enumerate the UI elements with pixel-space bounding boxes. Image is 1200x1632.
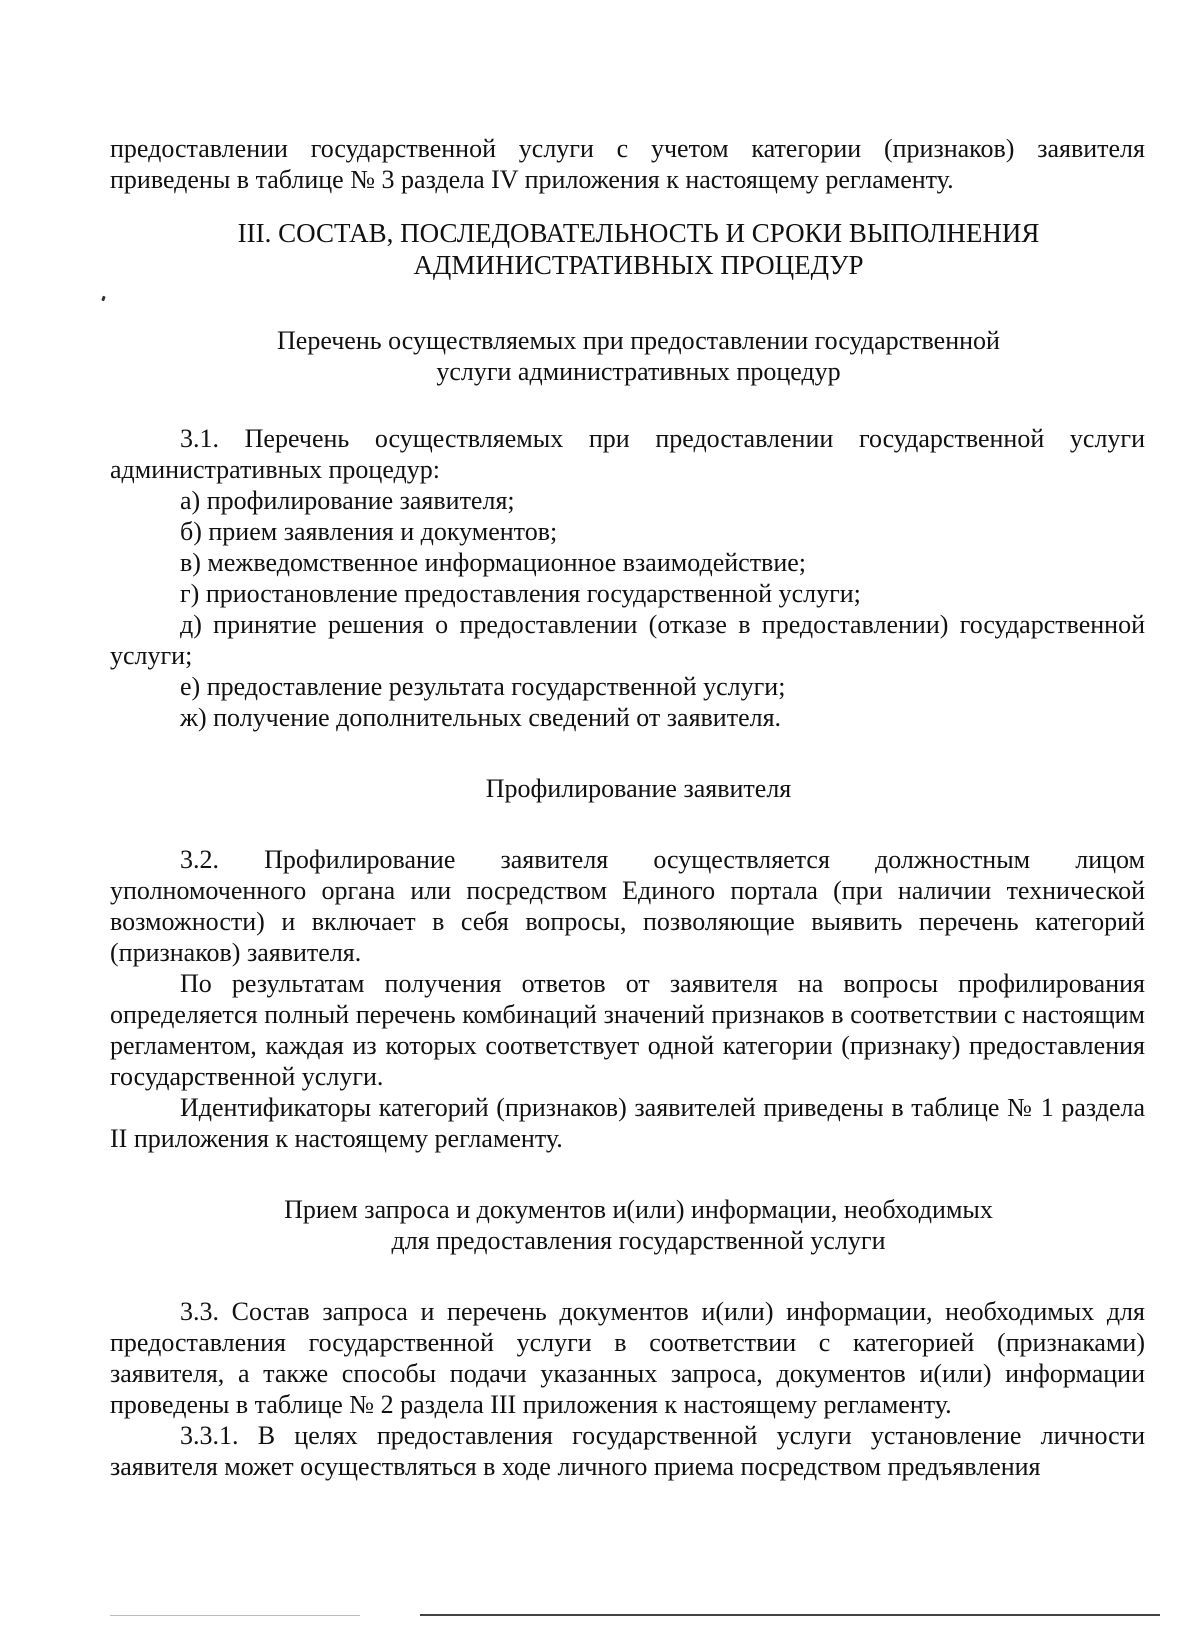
page-bottom-edge [420,1614,1160,1616]
section-heading [110,217,1145,281]
list-item-e: е) предоставление результата государственной услуги; [180,672,786,701]
paragraph-3-2-identifiers: Идентификаторы категорий (признаков) заявителей приведены в таблице № 1 раздела II приложения к настоящему регламенту. [110,1093,1145,1153]
intro-line-2: приведены в таблице № 3 раздела IV приложения к настоящему регламенту. [110,165,954,194]
list-item-v: в) межведомственное информационное взаимодействие; [180,548,807,577]
paragraph-3-2: 3.2. Профилирование заявителя осуществляется должностным лицом уполномоченного органа или посредством Единого портала (при наличии технической возможности) и включает в себя вопросы, позволяющие выявить перечень категорий (признаков) заявителя. [110,845,1145,967]
subheading-procedures-line-2: услуги административных процедур [436,357,841,386]
page-bottom-edge-left [110,1615,360,1616]
subheading-request-line-1: Прием запроса и документов и(или) информации, необходимых [284,1195,993,1224]
paragraph-3-3-1: 3.3.1. В целях предоставления государственной услуги установление личности заявителя может осуществляться в ходе личного приема посредством предъявления [110,1421,1145,1481]
section-heading-line-2: АДМИНИСТРАТИВНЫХ ПРОЦЕДУР [413,250,864,280]
intro-line-1: предоставлении государственной услуги с учетом категории (признаков) заявителя [110,134,1145,163]
scan-speck [101,296,106,302]
list-item-a: а) профилирование заявителя; [180,486,515,515]
subheading-procedures [110,325,1145,387]
subheading-request-line-2: для предоставления государственной услуги [391,1226,886,1255]
paragraph-3-2-results: По результатам получения ответов от заявителя на вопросы профилирования определяется полный перечень комбинаций значений признаков в соответствии с настоящим регламентом, каждая из которых соответствует одной категории (признаку) предоставления государственной услуги. [110,969,1145,1091]
intro-paragraph [110,133,1145,195]
subheading-request-reception [110,1194,1145,1256]
section-heading-line-1: III. СОСТАВ, ПОСЛЕДОВАТЕЛЬНОСТЬ И СРОКИ ВЫПОЛНЕНИЯ [237,218,1040,248]
list-item-d: д) принятие решения о предоставлении (отказе в предоставлении) государственной услуги; [110,610,1145,670]
subheading-profiling: Профилирование заявителя [485,774,792,803]
paragraph-3-1: 3.1. Перечень осуществляемых при предоставлении государственной услуги административных процедур: [110,424,1145,484]
list-item-b: б) прием заявления и документов; [180,517,558,546]
list-item-g: г) приостановление предоставления государственной услуги; [180,579,861,608]
subheading-procedures-line-1: Перечень осуществляемых при предоставлении государственной [277,326,1000,355]
document-body [110,133,1145,1482]
list-item-zh: ж) получение дополнительных сведений от заявителя. [180,703,782,732]
paragraph-3-3: 3.3. Состав запроса и перечень документов и(или) информации, необходимых для предоставления государственной услуги в соответствии с категорией (признаками) заявителя, а также способы подачи указанных запроса, документов и(или) информации проведены в таблице № 2 раздела III приложения к настоящему регламенту. [110,1297,1145,1419]
